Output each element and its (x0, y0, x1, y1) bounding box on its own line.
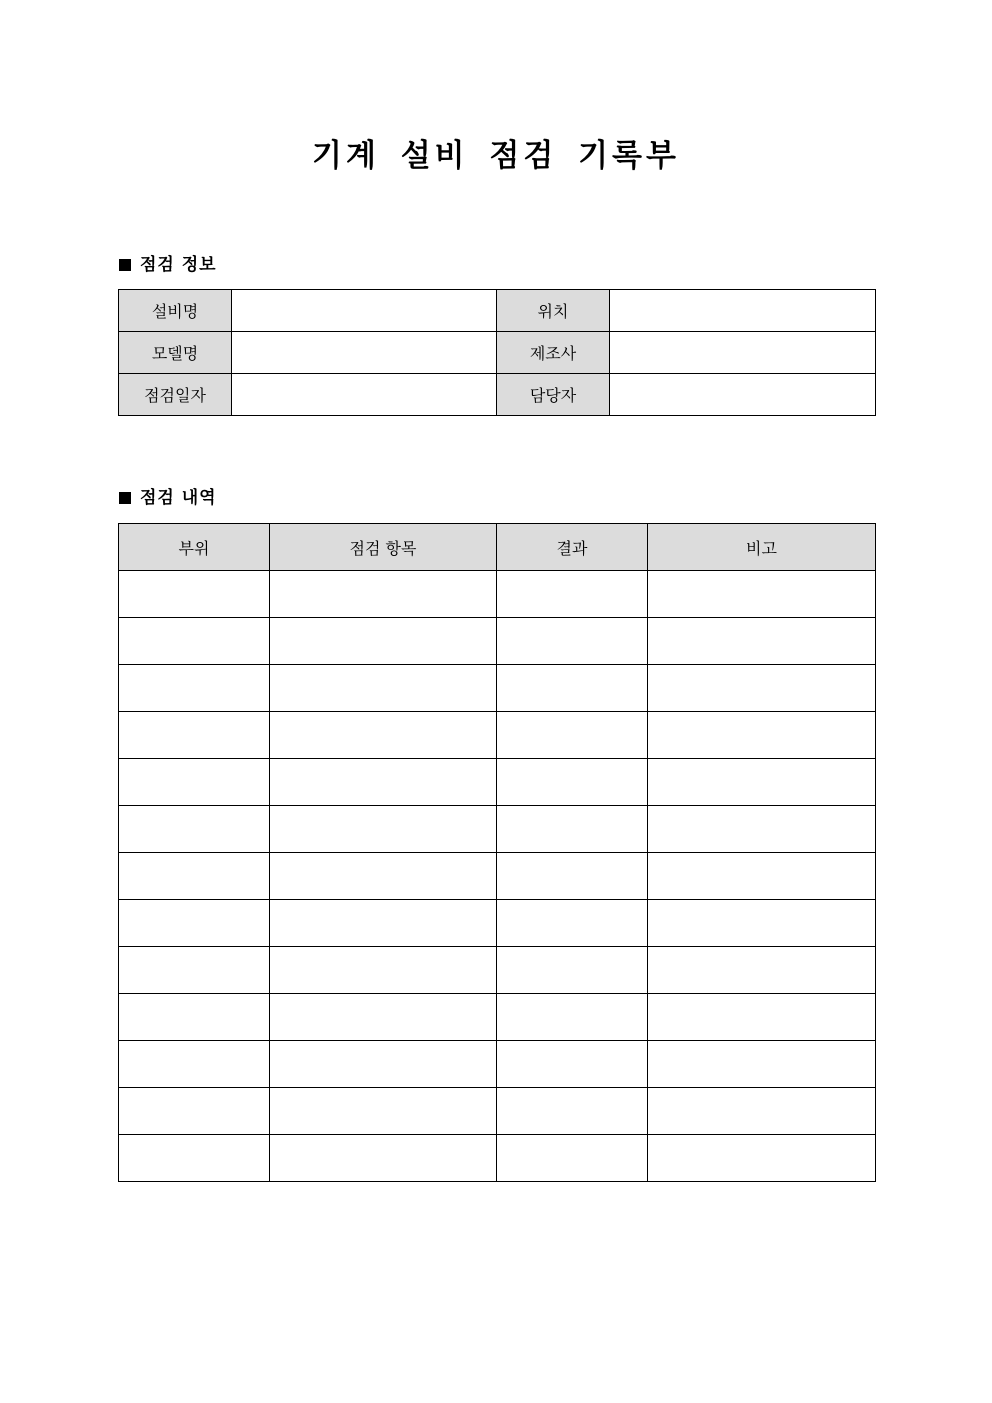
cell-remarks[interactable] (648, 994, 876, 1041)
cell-result[interactable] (497, 900, 648, 947)
cell-inspection-item[interactable] (270, 1135, 497, 1182)
cell-remarks[interactable] (648, 571, 876, 618)
cell-result[interactable] (497, 1041, 648, 1088)
cell-result[interactable] (497, 1135, 648, 1182)
cell-result[interactable] (497, 665, 648, 712)
cell-remarks[interactable] (648, 665, 876, 712)
info-label: 설비명 (119, 290, 232, 332)
cell-part[interactable] (119, 994, 270, 1041)
table-row (119, 712, 876, 759)
inspection-details-table (118, 523, 876, 1182)
info-section-heading-text: 점검 정보 (140, 255, 217, 275)
info-row (119, 332, 876, 374)
details-header-row (119, 524, 876, 571)
cell-inspection-item[interactable] (270, 994, 497, 1041)
square-bullet-icon (119, 259, 131, 271)
info-section-heading (119, 253, 217, 277)
column-header-part: 부위 (119, 524, 270, 571)
cell-result[interactable] (497, 618, 648, 665)
cell-remarks[interactable] (648, 853, 876, 900)
cell-inspection-item[interactable] (270, 1088, 497, 1135)
cell-remarks[interactable] (648, 1135, 876, 1182)
cell-remarks[interactable] (648, 806, 876, 853)
info-label: 점검일자 (119, 374, 232, 416)
cell-part[interactable] (119, 712, 270, 759)
cell-remarks[interactable] (648, 947, 876, 994)
cell-part[interactable] (119, 1041, 270, 1088)
cell-inspection-item[interactable] (270, 853, 497, 900)
table-row (119, 665, 876, 712)
cell-part[interactable] (119, 806, 270, 853)
table-row (119, 1088, 876, 1135)
cell-part[interactable] (119, 665, 270, 712)
cell-remarks[interactable] (648, 1088, 876, 1135)
info-row (119, 374, 876, 416)
cell-remarks[interactable] (648, 712, 876, 759)
table-row (119, 806, 876, 853)
cell-inspection-item[interactable] (270, 806, 497, 853)
cell-result[interactable] (497, 712, 648, 759)
document-title: 기계 설비 점검 기록부 (312, 138, 680, 174)
info-value-field[interactable] (232, 374, 497, 416)
table-row (119, 618, 876, 665)
info-row (119, 290, 876, 332)
table-row (119, 571, 876, 618)
cell-part[interactable] (119, 947, 270, 994)
table-row (119, 947, 876, 994)
info-value-field[interactable] (232, 290, 497, 332)
cell-part[interactable] (119, 618, 270, 665)
cell-inspection-item[interactable] (270, 571, 497, 618)
square-bullet-icon (119, 492, 131, 504)
details-section-heading-text: 점검 내역 (140, 488, 217, 508)
cell-result[interactable] (497, 806, 648, 853)
cell-result[interactable] (497, 853, 648, 900)
info-label: 모델명 (119, 332, 232, 374)
cell-inspection-item[interactable] (270, 759, 497, 806)
cell-part[interactable] (119, 759, 270, 806)
cell-part[interactable] (119, 853, 270, 900)
table-row (119, 759, 876, 806)
cell-result[interactable] (497, 947, 648, 994)
cell-remarks[interactable] (648, 618, 876, 665)
cell-result[interactable] (497, 1088, 648, 1135)
column-header-remarks: 비고 (648, 524, 876, 571)
info-value-field[interactable] (610, 332, 876, 374)
info-label: 제조사 (497, 332, 610, 374)
column-header-result: 결과 (497, 524, 648, 571)
cell-remarks[interactable] (648, 759, 876, 806)
info-label: 위치 (497, 290, 610, 332)
table-row (119, 853, 876, 900)
cell-part[interactable] (119, 1088, 270, 1135)
cell-remarks[interactable] (648, 1041, 876, 1088)
table-row (119, 900, 876, 947)
inspection-info-table (118, 289, 876, 416)
cell-result[interactable] (497, 571, 648, 618)
table-row (119, 1041, 876, 1088)
info-value-field[interactable] (232, 332, 497, 374)
cell-inspection-item[interactable] (270, 947, 497, 994)
cell-result[interactable] (497, 994, 648, 1041)
cell-inspection-item[interactable] (270, 900, 497, 947)
cell-inspection-item[interactable] (270, 618, 497, 665)
info-value-field[interactable] (610, 290, 876, 332)
column-header-inspection-item: 점검 항목 (270, 524, 497, 571)
cell-inspection-item[interactable] (270, 712, 497, 759)
cell-result[interactable] (497, 759, 648, 806)
table-row (119, 994, 876, 1041)
info-value-field[interactable] (610, 374, 876, 416)
cell-part[interactable] (119, 571, 270, 618)
cell-remarks[interactable] (648, 900, 876, 947)
cell-inspection-item[interactable] (270, 1041, 497, 1088)
info-label: 담당자 (497, 374, 610, 416)
cell-part[interactable] (119, 1135, 270, 1182)
cell-part[interactable] (119, 900, 270, 947)
table-row (119, 1135, 876, 1182)
cell-inspection-item[interactable] (270, 665, 497, 712)
details-section-heading (119, 486, 217, 510)
